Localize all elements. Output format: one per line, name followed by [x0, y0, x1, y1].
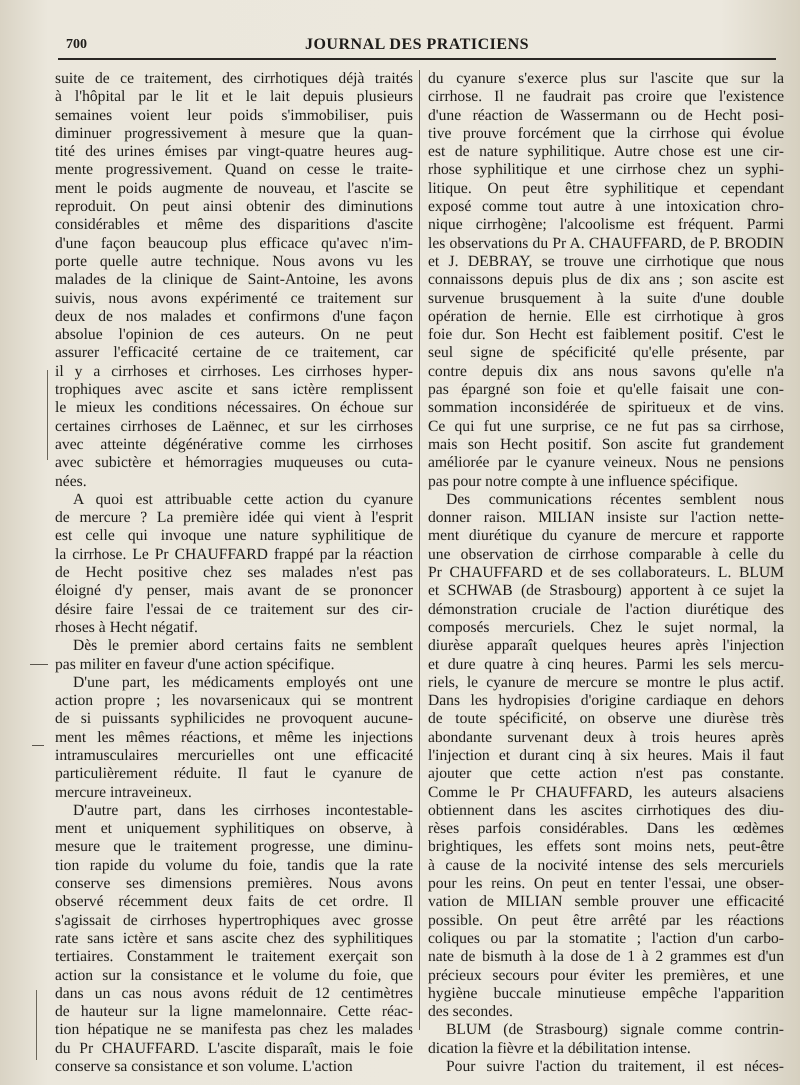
text-line: riels, le cyanure de mercure se montre le plus actif.: [428, 673, 784, 691]
text-line: et SCHWAB (de Strasbourg) apportent à ce sujet la: [428, 582, 784, 600]
text-line: rèses parfois considérables. Dans les œdèmes: [428, 820, 784, 838]
text-line: tertiaires. Constamment le traitement exerçait son: [55, 948, 413, 966]
text-line: désire faire l'essai de ce traitement sur des cir-: [55, 600, 413, 618]
text-line: d'une façon beaucoup plus efficace qu'avec n'im-: [55, 234, 413, 252]
text-line: de si puissants syphilicides ne provoquent aucune-: [55, 710, 413, 728]
text-line: conserve ses dimensions premières. Nous avons: [55, 875, 413, 893]
text-line: d'une réaction de Wassermann ou de Hecht posi-: [428, 106, 784, 124]
left-text-column: [55, 70, 413, 1076]
text-line: hygiène buccale minutieuse empêche l'apparition: [428, 984, 784, 1002]
margin-pencil-mark: [30, 664, 48, 665]
text-line: diminuer progressivement à mesure que la quan-: [55, 124, 413, 142]
text-line: avec subictère et hémorragies muqueuses ou cuta-: [55, 454, 413, 472]
text-line: conserve sa consistance et son volume. L'action: [55, 1058, 353, 1076]
text-line: de toute spécificité, on observe une diurèse très: [428, 710, 784, 728]
text-line: abondante survenant deux à trois heures après: [428, 728, 784, 746]
text-line: dication la fièvre et la débilitation intense.: [428, 1039, 691, 1057]
page-header: [62, 34, 772, 56]
text-line: pour les reins. On peut en tenter l'essai, une obser-: [428, 875, 784, 893]
text-line: nées.: [55, 472, 87, 490]
text-line: seul signe de spécificité qu'elle présente, par: [428, 344, 784, 362]
text-line: intramusculaires mercurielles ont une efficacité: [55, 746, 413, 764]
text-line: cirrhose. Il ne faudrait pas croire que l'existence: [428, 88, 784, 106]
text-line: considérables et même des disparitions d'ascite: [55, 216, 413, 234]
text-line: suivis, nous avons expérimenté ce traitement sur: [55, 289, 413, 307]
text-line: contre depuis dix ans nous savons qu'elle n'a: [428, 362, 784, 380]
text-line: malades de la clinique de Saint-Antoine, les avons: [55, 271, 413, 289]
text-line: obtiennent dans les ascites cirrhotiques des diu-: [428, 801, 784, 819]
text-line: absolue l'opinion de ces auteurs. On ne peut: [55, 326, 413, 344]
text-line: Pour suivre l'action du traitement, il est néces-: [446, 1058, 784, 1076]
text-line: D'autre part, dans les cirrhoses incontestable-: [73, 801, 413, 819]
text-line: coliques ou par la stomatite ; l'action d'un carbo-: [428, 929, 784, 947]
text-line: survenue brusquement à la suite d'une double: [428, 289, 784, 307]
text-line: deux de nos malades et confirmons d'une façon: [55, 307, 413, 325]
column-divider: [419, 70, 420, 1030]
text-line: suite de ce traitement, des cirrhotiques déjà traités: [55, 70, 413, 87]
text-line: du cyanure s'exerce plus sur l'ascite que sur la: [428, 70, 784, 87]
text-line: Pr CHAUFFARD et de ses collaborateurs. L. BLUM: [428, 564, 784, 582]
text-line: pas épargné son foie et qu'elle faisait une con-: [428, 381, 784, 399]
text-line: pas pour notre compte à une influence spécifique.: [428, 472, 739, 490]
text-line: s'agissait de cirrhoses hypertrophiques avec grosse: [55, 911, 413, 929]
text-line: mente progressivement. Quand on cesse le traite-: [55, 161, 413, 179]
text-line: les observations du Pr A. CHAUFFARD, de P. BRODIN: [428, 234, 784, 252]
text-line: reproduit. On peut ainsi obtenir des diminutions: [55, 198, 413, 216]
text-line: et dure quatre à cinq heures. Parmi les sels mercu-: [428, 655, 784, 673]
text-line: l'injection et durant cinq à six heures. Mais il faut: [428, 746, 784, 764]
text-line: diurèse apparaît quelques heures après l'injection: [428, 637, 784, 655]
text-line: composés mercuriels. Chez le sujet normal, la: [428, 618, 784, 636]
text-line: tion hépatique ne se manifesta pas chez les malades: [55, 1021, 413, 1039]
text-line: nate de bismuth à la dose de 1 à 2 grammes est d'un: [428, 948, 784, 966]
margin-pencil-mark: [36, 990, 37, 1060]
text-line: trophiques avec ascite et sans ictère remplissent: [55, 381, 413, 399]
text-line: donner raison. MILIAN insiste sur l'action nette-: [428, 509, 784, 527]
text-line: ment diurétique du cyanure de mercure et rapporte: [428, 527, 784, 545]
text-line: opération de hernie. Elle est cirrhotique à gros: [428, 307, 784, 325]
text-line: brightiques, les effets sont moins nets, peut-être: [428, 838, 784, 856]
text-line: foie dur. Son Hecht est faiblement positif. C'est le: [428, 326, 784, 344]
text-line: améliorée par le cyanure veineux. Nous ne pensions: [428, 454, 784, 472]
text-line: vation de MILIAN semble prouver une efficacité: [428, 893, 784, 911]
text-line: ajouter que cette action n'est pas constante.: [428, 765, 784, 783]
journal-title: JOURNAL DES PRATICIENS: [304, 36, 530, 53]
text-line: litique. On peut être syphilitique et cependant: [428, 179, 784, 197]
text-line: possible. On peut être arrêté par les réactions: [428, 911, 784, 929]
right-text-column: [428, 70, 784, 1076]
text-line: nique cirrhogène; l'alcoolisme est fréquent. Parmi: [428, 216, 784, 234]
margin-pencil-mark: [47, 370, 48, 460]
text-line: est de nature syphilitique. Autre chose est une cir-: [428, 143, 784, 161]
text-line: action propre ; les novarsenicaux qui se montrent: [55, 692, 413, 710]
text-line: D'une part, les médicaments employés ont une: [73, 673, 413, 691]
text-line: tité des urines émises par vingt-quatre heures aug-: [55, 143, 413, 161]
text-line: mais son Hecht positif. Son ascite fut grandement: [428, 435, 784, 453]
text-line: ment et uniquement syphilitiques on observe, à: [55, 820, 413, 838]
text-line: Comme le Pr CHAUFFARD, les auteurs alsaciens: [428, 783, 784, 801]
text-line: Ce qui fut une surprise, ce ne fut pas sa cirrhose,: [428, 417, 784, 435]
text-line: du Pr CHAUFFARD. L'ascite disparaît, mais le foie: [55, 1039, 413, 1057]
text-line: de mercure ? La première idée qui vient à l'esprit: [55, 509, 413, 527]
page-number: 700: [66, 37, 87, 52]
text-line: BLUM (de Strasbourg) signale comme contrin-: [446, 1021, 784, 1039]
text-line: porte quelle autre technique. Nous avons vu les: [55, 252, 413, 270]
text-line: à cause de la nocivité intense des sels mercuriels: [428, 856, 784, 874]
text-line: mesure que le traitement progresse, une diminu-: [55, 838, 413, 856]
text-line: pas militer en faveur d'une action spécifique.: [55, 655, 335, 673]
margin-pencil-mark: [32, 745, 44, 746]
text-line: assurer l'efficacité certaine de ce traitement, car: [55, 344, 413, 362]
text-line: particulièrement réduite. Il faut le cyanure de: [55, 765, 413, 783]
text-line: rate sans ictère et sans ascite chez des syphilitiques: [55, 929, 413, 947]
text-line: action sur la consistance et le volume du foie, que: [55, 966, 413, 984]
text-line: Des communications récentes semblent nous: [446, 490, 784, 508]
text-line: éloigné d'y penser, mais avant de se prononcer: [55, 582, 413, 600]
text-line: démonstration cruciale de l'action diurétique des: [428, 600, 784, 618]
text-line: à l'hôpital par le lit et le lait depuis plusieurs: [55, 88, 413, 106]
text-line: dans un cas nous avons réduit de 12 centimètres: [55, 984, 413, 1002]
text-line: de hauteur sur la ligne mamelonnaire. Cette réac-: [55, 1003, 413, 1021]
text-line: de Hecht positive chez ses malades n'est pas: [55, 564, 413, 582]
text-line: rhose syphilitique et une cirrhose chez un syphi-: [428, 161, 784, 179]
text-line: mercure intraveineux.: [55, 783, 192, 801]
text-line: sommation inconsidérée de spiritueux et de vins.: [428, 399, 784, 417]
text-line: Dès le premier abord certains faits ne semblent: [73, 637, 413, 655]
text-line: ment les mêmes réactions, et même les injections: [55, 728, 413, 746]
text-line: le mieux les conditions nécessaires. On échoue sur: [55, 399, 413, 417]
text-line: et J. DEBRAY, se trouve une cirrhotique que nous: [428, 252, 784, 270]
header-rule: [58, 58, 776, 60]
text-line: tion rapide du volume du foie, tandis que la rate: [55, 856, 413, 874]
text-line: semaines voient leur poids s'immobiliser, puis: [55, 106, 413, 124]
text-line: il y a cirrhoses et cirrhoses. Les cirrhoses hyper-: [55, 362, 413, 380]
text-line: rhoses à Hecht négatif.: [55, 618, 198, 636]
text-line: certaines cirrhoses de Laënnec, et sur les cirrhoses: [55, 417, 413, 435]
text-line: connaissons depuis plus de dix ans ; son ascite est: [428, 271, 784, 289]
text-line: observé récemment deux faits de cet ordre. Il: [55, 893, 413, 911]
text-line: exposé comme tout autre à une intoxication chro-: [428, 198, 784, 216]
text-line: A quoi est attribuable cette action du cyanure: [73, 490, 413, 508]
text-line: la cirrhose. Le Pr CHAUFFARD frappé par la réaction: [55, 545, 413, 563]
text-line: est celle qui invoque une nature syphilitique de: [55, 527, 413, 545]
text-line: ment le poids augmente de nouveau, et l'ascite se: [55, 179, 413, 197]
text-line: des secondes.: [428, 1003, 513, 1021]
text-line: une observation de cirrhose comparable à celle du: [428, 545, 784, 563]
text-line: tive prouve forcément que la cirrhose qui évolue: [428, 124, 784, 142]
text-line: précieux secours pour éviter les premières, et une: [428, 966, 784, 984]
text-line: Dans les hydropisies d'origine cardiaque en dehors: [428, 692, 784, 710]
text-line: avec atteinte dégénérative comme les cirrhoses: [55, 435, 413, 453]
